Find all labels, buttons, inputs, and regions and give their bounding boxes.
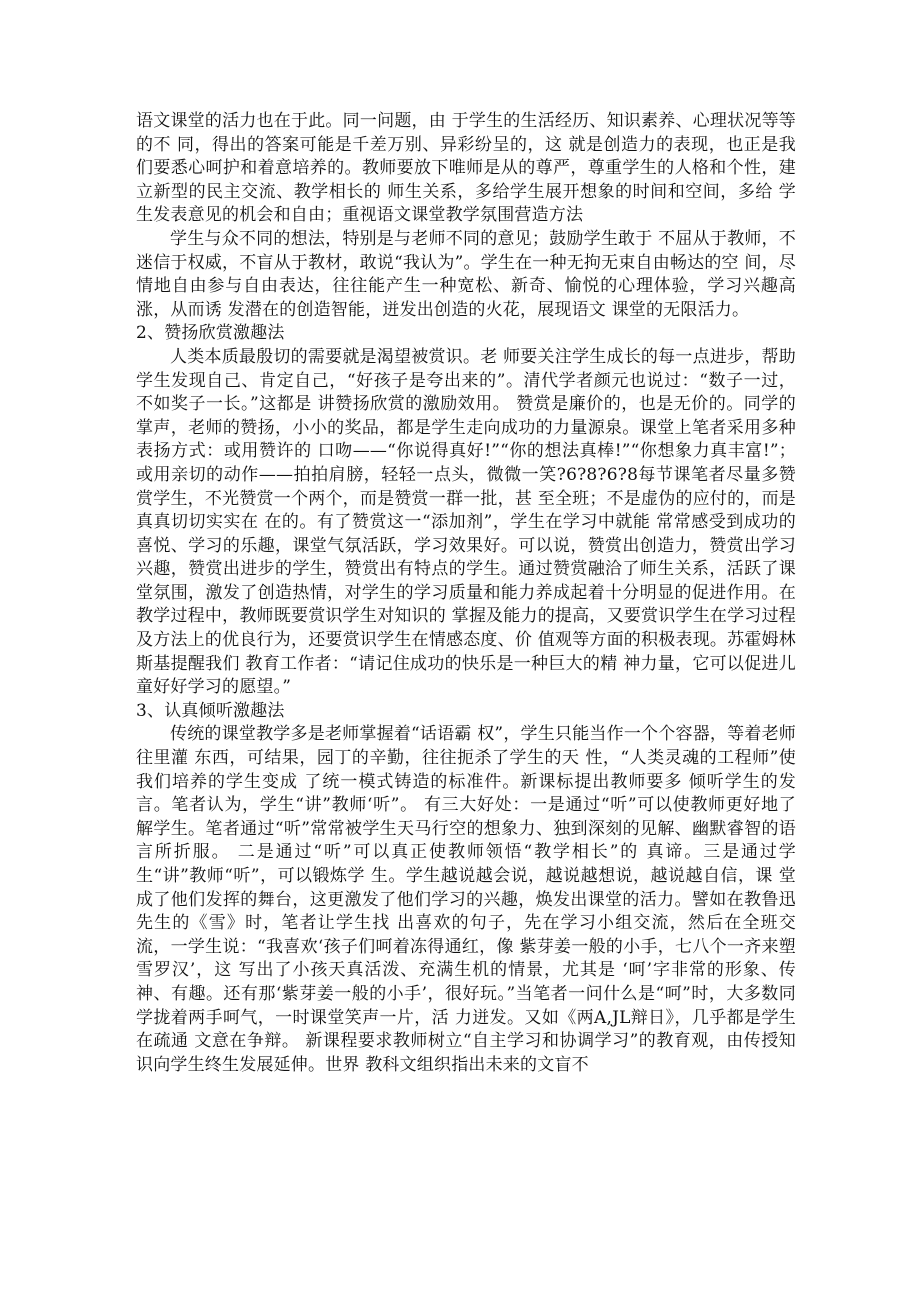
section-heading-praise: 2、赞扬欣赏激趣法 [136,323,285,344]
paragraph-encourage-students: 学生与众不同的想法，特别是与老师不同的意见；鼓励学生敢于 不屈从于教师，不迷信于权威，不盲从于教材，敢说“我认为”。学生在一种无拘无束自由畅达的空 间，尽情地自由参与自由表达，往往能产生一种宽松、新奇、愉悦的心理体验，学习兴趣高涨，从而诱 发潜在的创造智能，迸发出创造的火花，展现语文 课堂的无限活力。 [136,228,796,320]
paragraph-classroom-vitality: 语文课堂的活力也在于此。同一问题，由 于学生的生活经历、知识素养、心理状况等等的不 同，得出的答案可能是千差万别、异彩纷呈的，这 就是创造力的表现，也正是我们要悉心呵护和着意培养的。教师要放下唯师是从的尊严，尊重学生的人格和个性，建立新型的民主交流、教学相长的 师生关系，多给学生展开想象的时间和空间，多给 学生发表意见的机会和自由；重视语文课堂教学氛围营造方法 [136,111,796,226]
paragraph-praise-method: 人类本质最殷切的需要就是渴望被赏识。老 师要关注学生成长的每一点进步，帮助学生发现自己、肯定自己，“好孩子是夸出来的”。清代学者颜元也说过：“数子一过，不如奖子一长。”这都是 讲赞扬欣赏的激励效用。 赞赏是廉价的，也是无价的。同学的掌声，老师的赞扬，小小的奖品，都是学生走向成功的力量源泉。课堂上笔者采用多种表扬方式：或用赞许的 口吻——“你说得真好!”“你的想法真棒!”“你想象力真丰富!”；或用亲切的动作——拍拍肩膀，轻轻一点头，微微一笑?6?8?6?8每节课笔者尽量多赞赏学生，不光赞赏一个两个，而是赞赏一群一批，甚 至全班；不是虚伪的应付的，而是真真切切实实在 在的。有了赞赏这一“添加剂”，学生在学习中就能 常常感受到成功的喜悦、学习的乐趣，课堂气氛活跃，学习效果好。可以说，赞赏出创造力，赞赏出学习兴趣，赞赏出进步的学生，赞赏出有特点的学生。通过赞赏融洽了师生关系，活跃了课堂氛围，激发了创造热情，对学生的学习质量和能力养成起着十分明显的促进作用。在教学过程中，教师既要赏识学生对知识的 掌握及能力的提高，又要赏识学生在学习过程及方法上的优良行为，还要赏识学生在情感态度、价 值观等方面的积极表现。苏霍姆林斯基提醒我们 教育工作者：“请记住成功的快乐是一种巨大的精 神力量，它可以促进儿童好好学习的愿望。” [136,346,796,698]
body-text [136,110,796,1077]
section-heading-listening: 3、认真倾听激趣法 [136,700,285,721]
paragraph-listening-method: 传统的课堂教学多是老师掌握着“话语霸 权”，学生只能当作一个个容器，等着老师往里灌 东西，可结果，园丁的辛勤，往往扼杀了学生的天 性，“人类灵魂的工程师”使我们培养的学生变成 了统一模式铸造的标准件。新课标提出教师要多 倾听学生的发言。笔者认为，学生“讲”教师‘听”。 有三大好处：一是通过“听”可以使教师更好地了 解学生。笔者通过“听”常常被学生天马行空的想象力、独到深刻的见解、幽默睿智的语言所折服。 二是通过“听”可以真正使教师领悟“教学相长”的 真谛。三是通过学生“讲”教师“听”，可以锻炼学 生。学生越说越会说，越说越想说，越说越自信，课 堂成了他们发挥的舞台，这更激发了他们学习的兴趣，焕发出课堂的活力。譬如在教鲁迅先生的《雪》时，笔者让学生找 出喜欢的句子，先在学习小组交流，然后在全班交 流，一学生说：“我喜欢‘孩子们呵着冻得通红，像 紫芽姜一般的小手，七八个一齐来塑雪罗汉’，这 写出了小孩天真活泼、充满生机的情景，尤其是 ‘呵’字非常的形象、传神、有趣。还有那‘紫芽姜一般的小手’，很好玩。”当笔者一问什么是“呵”时，大多数同学拢着两手呵气，一时课堂笑声一片，活 力迸发。又如《两A,JL辩日》，几乎都是学生在疏通 文意在争辩。 新课程要求教师树立“自主学习和协调学习”的教育观，由传授知识向学生终生发展延伸。世界 教科文组织指出未来的文盲不 [136,724,796,1075]
